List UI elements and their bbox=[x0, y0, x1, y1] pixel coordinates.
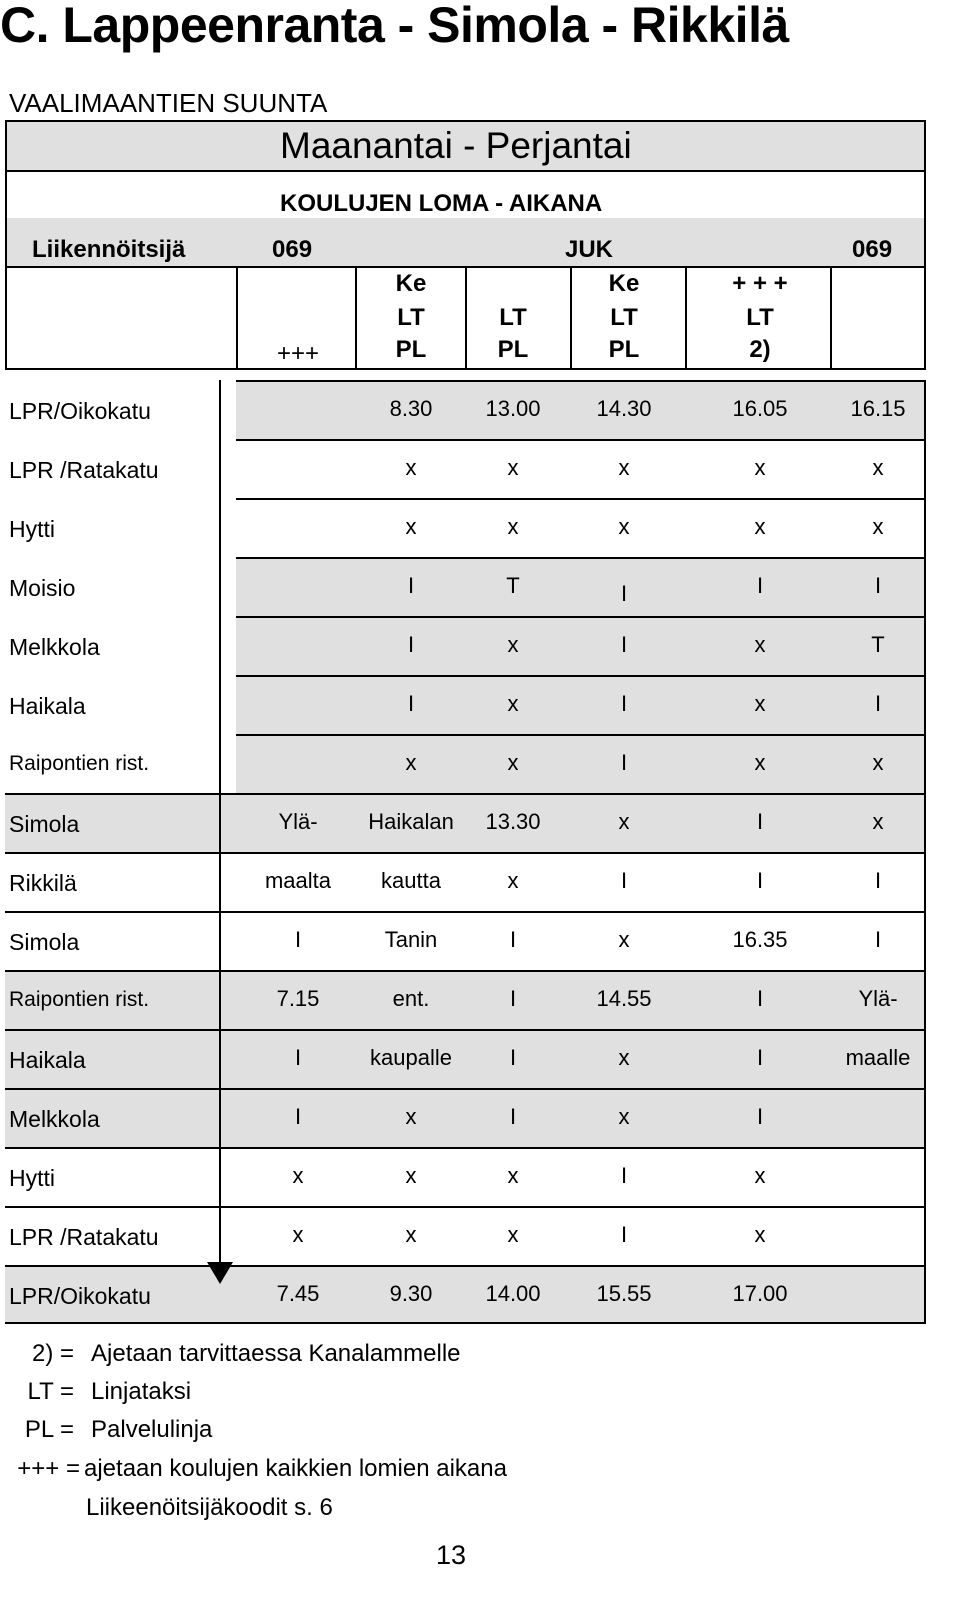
time-cell: I bbox=[509, 1104, 517, 1129]
time-cell: x bbox=[405, 1222, 417, 1247]
time-cell: I bbox=[756, 573, 764, 598]
stop-name: Melkkola bbox=[9, 634, 100, 660]
time-cell: x bbox=[405, 514, 417, 539]
operator-code-3: 069 bbox=[852, 236, 893, 263]
time-cell: x bbox=[618, 514, 630, 539]
down-arrow-icon bbox=[205, 1260, 235, 1286]
page-number: 13 bbox=[436, 1540, 467, 1570]
time-cell: x bbox=[618, 809, 630, 834]
time-cell: 13.00 bbox=[485, 396, 541, 421]
legend-text: Linjataksi bbox=[91, 1378, 192, 1405]
legend-text: Ajetaan tarvittaessa Kanalammelle bbox=[91, 1340, 461, 1367]
time-cell: x bbox=[507, 1222, 519, 1247]
stop-name: LPR/Oikokatu bbox=[9, 1283, 151, 1309]
time-cell: I bbox=[620, 581, 628, 606]
time-cell: I bbox=[294, 927, 302, 952]
stop-name: Moisio bbox=[9, 575, 76, 601]
note-col3-line-1: LT bbox=[610, 304, 638, 331]
row-background bbox=[5, 911, 926, 970]
time-cell: x bbox=[618, 455, 630, 480]
legend-key: PL = bbox=[24, 1416, 74, 1443]
row-background bbox=[236, 616, 926, 675]
note-col1-line-0: Ke bbox=[395, 270, 427, 297]
stop-name: Melkkola bbox=[9, 1106, 100, 1132]
time-cell: x bbox=[507, 868, 519, 893]
stop-name: Hytti bbox=[9, 1165, 55, 1191]
divider bbox=[465, 266, 467, 370]
legend-key: LT = bbox=[27, 1378, 74, 1405]
time-cell: 16.05 bbox=[732, 396, 788, 421]
note-col4-line-0: + + + bbox=[732, 270, 788, 297]
row-background bbox=[236, 734, 926, 793]
note-col1-line-2: PL bbox=[395, 336, 427, 363]
note-col1-line-1: LT bbox=[397, 304, 425, 331]
stop-name: Raipontien rist. bbox=[9, 988, 150, 1011]
note-col2-line-1: LT bbox=[499, 304, 527, 331]
stop-name: LPR /Ratakatu bbox=[9, 1224, 159, 1250]
time-cell: 7.15 bbox=[276, 986, 320, 1011]
time-cell: I bbox=[620, 691, 628, 716]
time-cell: kautta bbox=[381, 868, 441, 893]
time-cell: x bbox=[507, 455, 519, 480]
time-cell: 8.30 bbox=[389, 396, 433, 421]
time-cell: I bbox=[756, 1104, 764, 1129]
time-cell: Tanin bbox=[384, 927, 438, 952]
time-cell: Ylä- bbox=[858, 986, 898, 1011]
stop-name: Hytti bbox=[9, 516, 55, 542]
time-cell: x bbox=[405, 1163, 417, 1188]
row-background bbox=[236, 557, 926, 616]
stop-name: Simola bbox=[9, 929, 80, 955]
time-cell: I bbox=[756, 868, 764, 893]
stop-name: Simola bbox=[9, 811, 80, 837]
row-background bbox=[5, 852, 926, 911]
operator-code-2: JUK bbox=[565, 236, 614, 263]
time-cell: I bbox=[407, 573, 415, 598]
time-cell: x bbox=[405, 455, 417, 480]
time-cell: Ylä- bbox=[278, 809, 318, 834]
direction-arrow-line bbox=[219, 380, 221, 1262]
days-label: Maanantai - Perjantai bbox=[280, 125, 632, 166]
time-cell: x bbox=[405, 1104, 417, 1129]
time-cell: 16.15 bbox=[850, 396, 906, 421]
time-cell: I bbox=[509, 986, 517, 1011]
row-background bbox=[5, 1088, 926, 1147]
time-cell: x bbox=[872, 455, 884, 480]
time-cell: I bbox=[756, 986, 764, 1011]
row-background bbox=[5, 1029, 926, 1088]
time-cell: x bbox=[754, 691, 766, 716]
note-col0-line-2: +++ bbox=[276, 340, 320, 367]
time-cell: x bbox=[872, 750, 884, 775]
row-background bbox=[5, 793, 926, 852]
stop-name: Rikkilä bbox=[9, 870, 77, 896]
legend-key: 2) = bbox=[31, 1340, 74, 1367]
page-title: C. Lappeenranta - Simola - Rikkilä bbox=[0, 0, 789, 53]
time-cell: maalta bbox=[264, 868, 332, 893]
note-col4-line-2: 2) bbox=[749, 336, 771, 363]
time-cell: x bbox=[754, 455, 766, 480]
time-cell: x bbox=[507, 514, 519, 539]
time-cell: maalle bbox=[845, 1045, 911, 1070]
time-cell: T bbox=[871, 632, 885, 657]
time-cell: 16.35 bbox=[732, 927, 788, 952]
time-cell: I bbox=[407, 632, 415, 657]
direction-label: VAALIMAANTIEN SUUNTA bbox=[9, 88, 328, 118]
row-background bbox=[236, 498, 926, 557]
time-cell: I bbox=[874, 573, 882, 598]
time-cell: x bbox=[618, 1104, 630, 1129]
time-cell: 15.55 bbox=[596, 1281, 652, 1306]
legend-text: Palvelulinja bbox=[91, 1416, 213, 1443]
time-cell: I bbox=[509, 1045, 517, 1070]
time-cell: x bbox=[618, 927, 630, 952]
time-cell: I bbox=[874, 927, 882, 952]
time-cell: x bbox=[754, 632, 766, 657]
note-col4-line-1: LT bbox=[746, 304, 774, 331]
time-cell: x bbox=[754, 1222, 766, 1247]
time-cell: Haikalan bbox=[368, 809, 454, 834]
time-cell: I bbox=[620, 1222, 628, 1247]
stop-name: Haikala bbox=[9, 1047, 86, 1073]
time-cell: x bbox=[292, 1163, 304, 1188]
note-col2-line-2: PL bbox=[497, 336, 529, 363]
time-cell: I bbox=[620, 868, 628, 893]
time-cell: I bbox=[620, 1163, 628, 1188]
time-cell: I bbox=[756, 809, 764, 834]
time-cell: x bbox=[507, 1163, 519, 1188]
row-background bbox=[5, 1147, 926, 1206]
time-cell: x bbox=[754, 514, 766, 539]
time-cell: T bbox=[506, 573, 520, 598]
time-cell: 17.00 bbox=[732, 1281, 788, 1306]
time-cell: x bbox=[292, 1222, 304, 1247]
time-cell: I bbox=[620, 750, 628, 775]
time-cell: I bbox=[407, 691, 415, 716]
stop-name: Haikala bbox=[9, 693, 86, 719]
time-cell: x bbox=[618, 1045, 630, 1070]
time-cell: x bbox=[872, 809, 884, 834]
stop-name: LPR/Oikokatu bbox=[9, 398, 151, 424]
time-cell: x bbox=[754, 1163, 766, 1188]
row-background bbox=[236, 439, 926, 498]
note-col3-line-0: Ke bbox=[608, 270, 640, 297]
period-label: KOULUJEN LOMA - AIKANA bbox=[280, 190, 603, 217]
stop-name: Raipontien rist. bbox=[9, 752, 150, 775]
time-cell: x bbox=[872, 514, 884, 539]
time-cell: 14.30 bbox=[596, 396, 652, 421]
row-background bbox=[236, 380, 926, 439]
time-cell: 9.30 bbox=[389, 1281, 433, 1306]
time-cell: 14.00 bbox=[485, 1281, 541, 1306]
time-cell: I bbox=[620, 632, 628, 657]
time-cell: x bbox=[405, 750, 417, 775]
time-cell: x bbox=[754, 750, 766, 775]
divider bbox=[355, 266, 357, 370]
divider bbox=[830, 266, 832, 370]
legend-key: +++ = bbox=[17, 1455, 80, 1482]
divider bbox=[236, 266, 238, 370]
time-cell: kaupalle bbox=[370, 1045, 452, 1070]
operator-codes-reference: Liikeenöitsijäkoodit s. 6 bbox=[86, 1494, 333, 1521]
time-cell: x bbox=[507, 691, 519, 716]
operator-code-1: 069 bbox=[272, 236, 313, 263]
time-cell: I bbox=[509, 927, 517, 952]
divider bbox=[570, 266, 572, 370]
time-cell: x bbox=[507, 750, 519, 775]
time-cell: I bbox=[874, 868, 882, 893]
time-cell: I bbox=[294, 1104, 302, 1129]
time-cell: ent. bbox=[392, 986, 430, 1011]
time-cell: I bbox=[874, 691, 882, 716]
time-cell: I bbox=[756, 1045, 764, 1070]
note-col3-line-2: PL bbox=[608, 336, 640, 363]
time-cell: 14.55 bbox=[596, 986, 652, 1011]
operator-label: Liikennöitsijä bbox=[32, 236, 186, 263]
stop-name: LPR /Ratakatu bbox=[9, 457, 159, 483]
time-cell: I bbox=[294, 1045, 302, 1070]
time-cell: 7.45 bbox=[276, 1281, 320, 1306]
divider bbox=[685, 266, 687, 370]
time-cell: 13.30 bbox=[485, 809, 541, 834]
legend-text: ajetaan koulujen kaikkien lomien aikana bbox=[84, 1455, 507, 1482]
time-cell: x bbox=[507, 632, 519, 657]
row-background bbox=[236, 675, 926, 734]
